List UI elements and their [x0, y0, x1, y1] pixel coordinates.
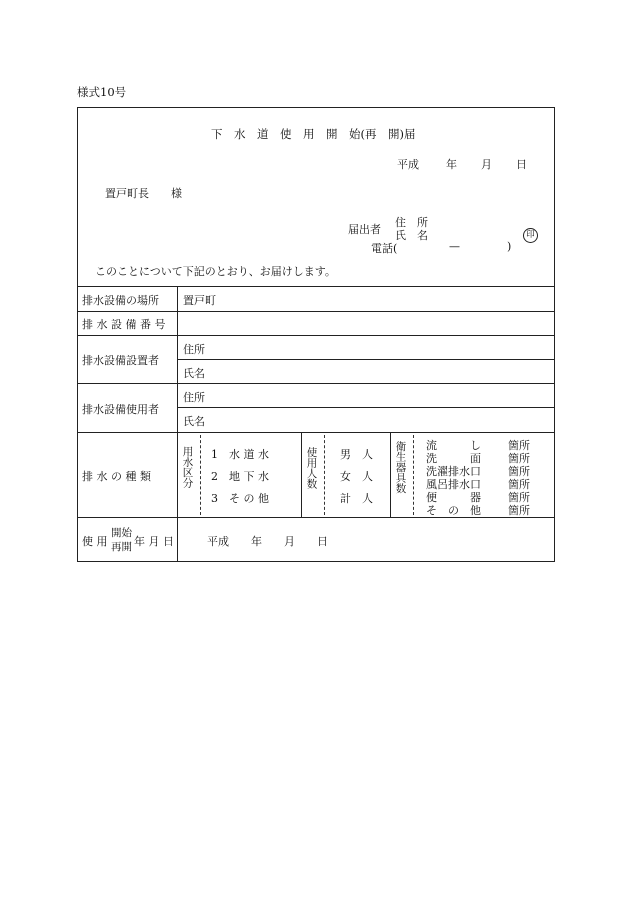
phone-label: 電話( — [371, 242, 398, 255]
dashed-divider — [413, 435, 414, 515]
users-label: 使用人数 — [305, 447, 318, 489]
fixture-name: 洗濯排水口 — [426, 465, 481, 478]
notifier-address-label: 住 所 — [395, 216, 428, 229]
fixture-unit: 箇所 — [508, 504, 530, 517]
drainage-type-label: 排 水 の 種 類 — [82, 470, 151, 483]
fixture-unit: 箇所 — [508, 478, 530, 491]
notifier-name-label: 氏 名 — [395, 229, 428, 242]
fixture-name: 風呂排水口 — [426, 478, 481, 491]
water-class-item: 3 そ の 他 — [211, 492, 269, 505]
installer-name-label: 氏名 — [183, 367, 205, 380]
intro-text: このことについて下記のとおり、お届けします。 — [95, 265, 336, 278]
column-divider — [301, 432, 302, 517]
user-name-label: 氏名 — [183, 415, 205, 428]
users-item: 計 人 — [340, 492, 373, 505]
phone-dash: — — [449, 240, 460, 253]
phone-close: ) — [507, 240, 512, 253]
water-class-item: 2 地 下 水 — [211, 470, 269, 483]
column-divider — [390, 432, 391, 517]
dashed-divider — [200, 435, 201, 515]
equipment-number-field[interactable] — [180, 313, 552, 333]
fixture-unit: 箇所 — [508, 452, 530, 465]
fixtures-label: 衛生器具数 — [394, 441, 407, 494]
location-label: 排水設備の場所 — [82, 294, 159, 307]
water-class-item: 1 水 道 水 — [211, 448, 269, 461]
user-address-label: 住所 — [183, 391, 205, 404]
water-class-label: 用水区分 — [181, 446, 194, 488]
installer-address-label: 住所 — [183, 343, 205, 356]
form-title: 下 水 道 使 用 開 始(再 開)届 — [211, 127, 416, 141]
form-number: 様式10号 — [77, 85, 127, 99]
fixture-name: 便 器 — [426, 491, 481, 504]
row-divider — [77, 383, 555, 384]
fixture-name: 流 し — [426, 439, 481, 452]
row-divider — [77, 311, 555, 312]
equipment-number-label: 排 水 設 備 番 号 — [82, 318, 166, 331]
fixture-unit: 箇所 — [508, 491, 530, 504]
row-divider — [177, 407, 555, 408]
users-item: 女 人 — [340, 470, 373, 483]
location-value: 置戸町 — [183, 294, 216, 307]
fixture-unit: 箇所 — [508, 439, 530, 452]
row-divider — [77, 432, 555, 433]
label-column-divider — [177, 286, 178, 562]
fixture-unit: 箇所 — [508, 465, 530, 478]
user-label: 排水設備使用者 — [82, 403, 159, 416]
notifier-label: 届出者 — [348, 223, 381, 236]
row-divider — [77, 286, 555, 287]
fixture-name: そ の 他 — [426, 504, 481, 517]
start-date-value: 平成 年 月 日 — [207, 535, 328, 548]
seal-mark: 印 — [523, 228, 538, 243]
row-divider — [77, 517, 555, 518]
dashed-divider — [324, 435, 325, 515]
row-divider — [77, 335, 555, 336]
fixture-name: 洗 面 — [426, 452, 481, 465]
addressee: 置戸町長 様 — [105, 187, 182, 200]
row-divider — [177, 359, 555, 360]
installer-label: 排水設備設置者 — [82, 354, 159, 367]
users-item: 男 人 — [340, 448, 373, 461]
